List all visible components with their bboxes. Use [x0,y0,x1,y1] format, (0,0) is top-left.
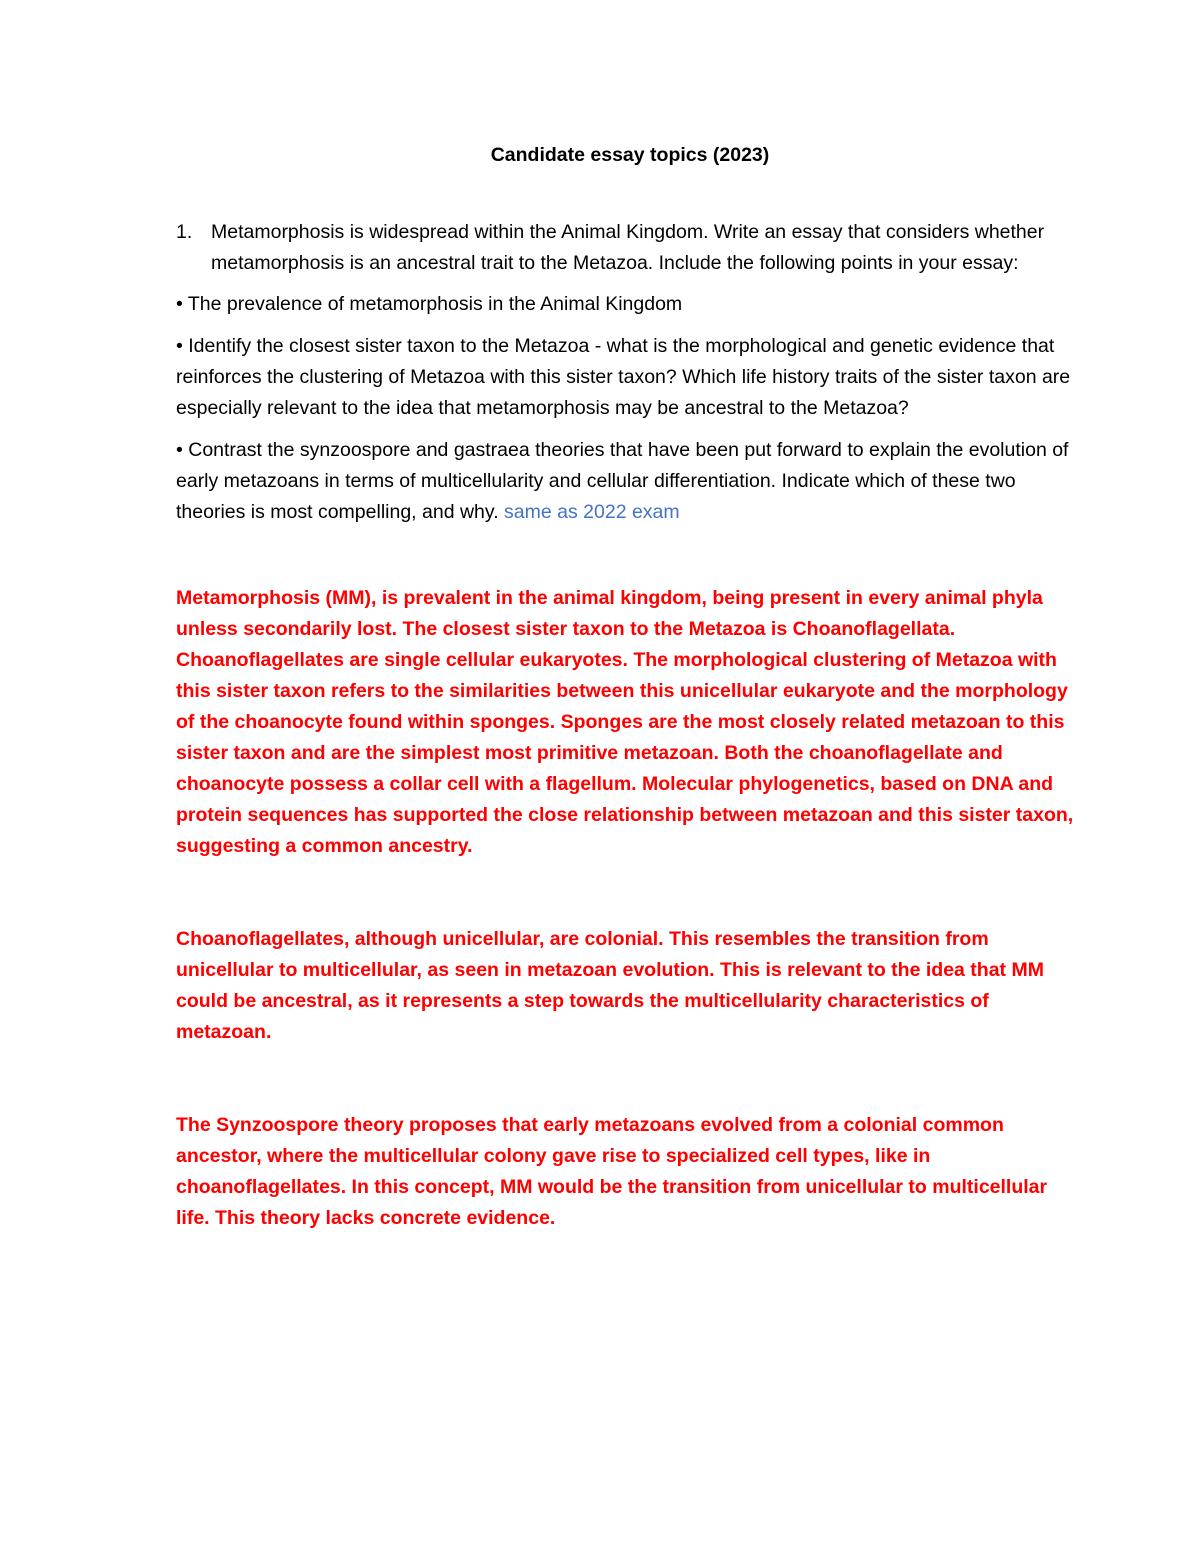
bullet-prevalence: • The prevalence of metamorphosis in the Animal Kingdom [176,293,683,315]
question-text: Metamorphosis is widespread within the Animal Kingdom. Write an essay that considers whether metamorphosis is an ancestral trait to the Metazoa. Include the following points in your essay: [211,221,1045,274]
answer-paragraph-2: Choanoflagellates, although unicellular, are colonial. This resembles the transition from unicellular to multicellular, as seen in metazoan evolution. This is relevant to the idea that MM could be ancestral, as it represents a step towards the multicellularity characteristics of metazoan. [176,928,1044,1043]
document-body [176,140,1076,1234]
answer-paragraph-3: The Synzoospore theory proposes that early metazoans evolved from a colonial common ancestor, where the multicellular colony gave rise to specialized cell types, like in choanoflagellates. In this concept, MM would be the transition from unicellular to multicellular life. This theory lacks concrete evidence. [176,1114,1048,1229]
question-item [176,217,1076,279]
bullet-theories-text: • Contrast the synzoospore and gastraea theories that have been put forward to explain the evolution of early metazoans in terms of multicellularity and cellular differentiation. Indicate which of these two theories is most compelling, and why. [176,439,1069,523]
exam-note: same as 2022 exam [504,501,680,523]
answer-paragraph-1: Metamorphosis (MM), is prevalent in the animal kingdom, being present in every animal phyla unless secondarily lost. The closest sister taxon to the Metazoa is Choanoflagellata. Choanoflagellates are single cellular eukaryotes. The morphological clustering of Metazoa with this sister taxon refers to the similarities between this unicellular eukaryote and the morphology of the choanocyte found within sponges. Sponges are the most closely related metazoan to this sister taxon and are the simplest most primitive metazoan. Both the choanoflagellate and choanocyte possess a collar cell with a flagellum. Molecular phylogenetics, based on DNA and protein sequences has supported the close relationship between metazoan and this sister taxon, suggesting a common ancestry. [176,587,1074,857]
bullet-theories [176,435,1076,528]
question-number: 1. [176,221,193,243]
bullet-sister-taxon: • Identify the closest sister taxon to the Metazoa - what is the morphological and genetic evidence that reinforces the clustering of Metazoa with this sister taxon? Which life history traits of the sister taxon are especially relevant to the idea that metamorphosis may be ancestral to the Metazoa? [176,335,1071,419]
document-title: Candidate essay topics (2023) [490,144,770,166]
